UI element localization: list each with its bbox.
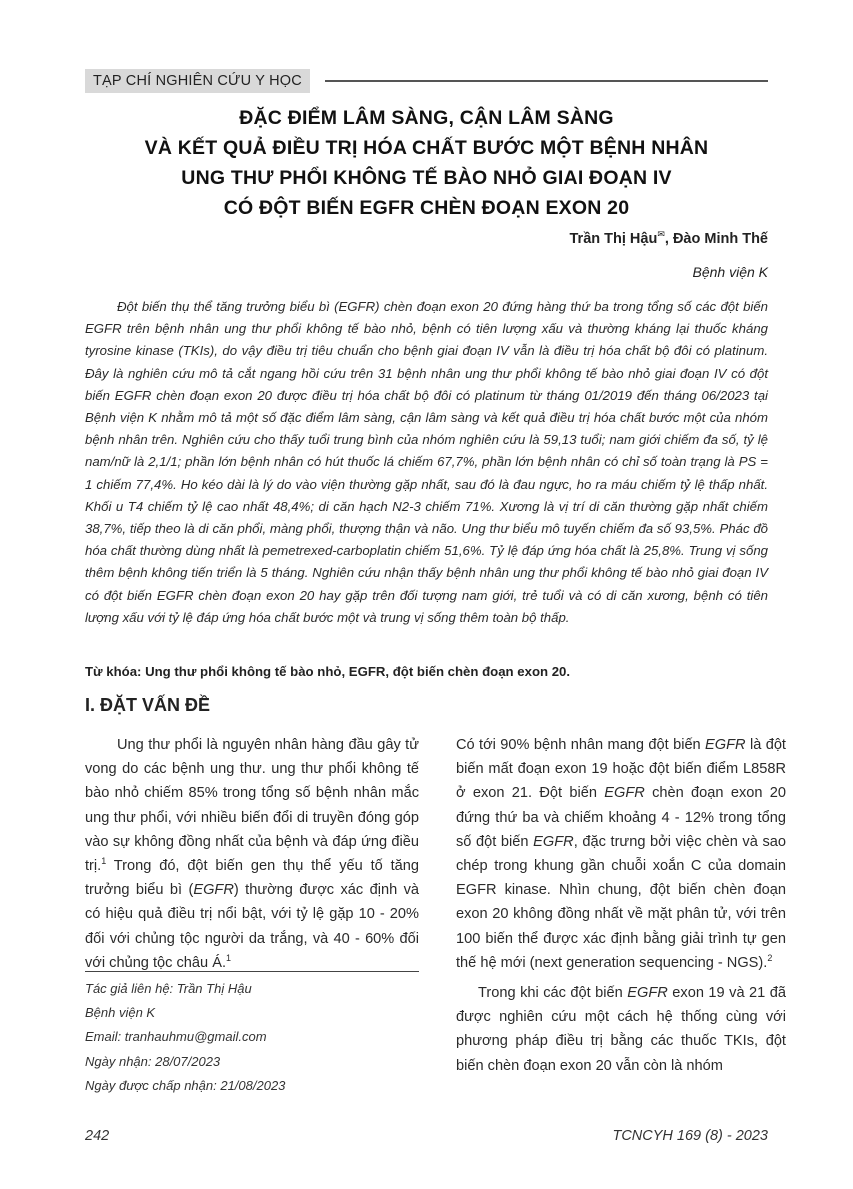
journal-label: TẠP CHÍ NGHIÊN CỨU Y HỌC (85, 69, 310, 93)
received-date: Ngày nhận: 28/07/2023 (85, 1053, 221, 1069)
author-separator: , (664, 231, 673, 247)
left-column (85, 733, 419, 975)
title-line: UNG THƯ PHỔI KHÔNG TẾ BÀO NHỎ GIAI ĐOẠN IV (181, 167, 672, 189)
body-paragraph (456, 733, 786, 975)
author-name: Đào Minh Thế (672, 231, 768, 247)
affiliation: Bệnh viện K (692, 264, 768, 280)
authors (570, 231, 769, 247)
text-run: ) thường được xác định và có hiệu quả điều trị nổi bật, với tỷ lệ gặp 10 - 20% đối với chủng tộc người da trắng, và 40 - 60% đối với chủng tộc châu Á. (85, 882, 420, 971)
gene-name: EGFR (193, 882, 234, 899)
text-run: , đặc trưng bởi việc chèn và sao chép trong khung gần chuỗi xoắn C của domain EGFR kinase. Nhìn chung, đột biến chèn đoạn exon 20 không đồng nhất về mặt phân tử, với trên 100 biến thể được xác định bằng giải trình tự gen thế hệ mới (next generation sequencing - NGS). (456, 833, 786, 971)
article-title (85, 103, 768, 223)
corresponding-author: Tác giả liên hệ: Trần Thị Hậu (85, 981, 252, 996)
keywords: Từ khóa: Ung thư phổi không tế bào nhỏ, EGFR, đột biến chèn đoạn exon 20. (85, 664, 571, 679)
text-run: là đột biến mất đoạn exon 19 hoặc đột biến điểm L858R ở exon 21. Đột biến (456, 737, 786, 802)
gene-name: EGFR (705, 737, 746, 753)
journal-header (85, 69, 768, 93)
body-paragraph (456, 981, 786, 1078)
footnote-divider (85, 971, 419, 972)
text-run: chèn đoạn exon 20 đứng thứ ba và chiếm khoảng 4 - 12% trong tổng số đột biến (456, 785, 786, 850)
page-number: 242 (85, 1128, 110, 1144)
abstract: Đột biến thụ thể tăng trưởng biểu bì (EGFR) chèn đoạn exon 20 đứng hàng thứ ba trong tổng số các đột biến EGFR trên bệnh nhân ung thư phổi không tế bào nhỏ, bệnh có tiên lượng xấu và thường kháng lại thuốc kháng tyrosine kinase (TKIs), do vậy điều trị tiêu chuẩn cho bệnh giai đoạn IV vẫn là điều trị hóa chất bộ đôi có platinum. Đây là nghiên cứu mô tả cắt ngang hồi cứu trên 31 bệnh nhân ung thư phổi không tế bào nhỏ giai đoạn IV có đột biến EGFR chèn đoạn exon 20 được điều trị hóa chất bộ đôi có platinum từ tháng 01/2019 đến tháng 06/2023 tại Bệnh viện K nhằm mô tả một số đặc điểm lâm sàng, cận lâm sàng và kết quả điều trị hóa chất bước một của nhóm bệnh nhân trên. Nghiên cứu cho thấy tuổi trung bình của nhóm nghiên cứu là 59,13 tuổi; nam giới chiếm đa số, tỷ lệ nam/nữ là 2,1/1; phần lớn bệnh nhân có hút thuốc lá chiếm 67,7%, phần lớn bệnh nhân có chỉ số toàn trạng là PS = 1 chiếm 77,4%. Ho kéo dài là lý do vào viện thường gặp nhất, sau đó là đau ngực, ho ra máu chiếm tỷ lệ thấp nhất. Khối u T4 chiếm tỷ lệ cao nhất 48,4%; di căn hạch N2-3 chiếm 71%. Xương là vị trí di căn thường gặp nhất chiếm 38,7%, tiếp theo là di căn phổi, màng phổi, thượng thận và não. Ung thư biểu mô tuyến chiếm đa số 93,5%. Phác đồ hóa chất thường dùng nhất là pemetrexed-carboplatin chiếm 51,6%. Tỷ lệ đáp ứng hóa chất là 25,8%. Trung vị sống thêm bệnh không tiến triển là 5 tháng. Nghiên cứu nhận thấy bệnh nhân ung thư phổi không tế bào nhỏ giai đoạn IV có đột biến EGFR chèn đoạn exon 20 hay gặp trên đối tượng nam giới, trẻ tuổi và có di căn xương, bệnh có tiên lượng xấu với tỷ lệ đáp ứng hóa chất bước một và trung vị sống thêm toàn bộ thấp. (85, 299, 768, 625)
correspondence-info (85, 977, 285, 1098)
citation-ref: 2 (767, 952, 773, 963)
accepted-date: Ngày được chấp nhận: 21/08/2023 (85, 1077, 286, 1093)
title-line: VÀ KẾT QUẢ ĐIỀU TRỊ HÓA CHẤT BƯỚC MỘT BỆNH NHÂN (144, 137, 709, 159)
gene-name: EGFR (533, 833, 574, 850)
section-heading: I. ĐẶT VẤN ĐỀ (85, 695, 211, 715)
author-name: Trần Thị Hậu (569, 231, 658, 247)
corresponding-email: Email: tranhauhmu@gmail.com (85, 1029, 267, 1045)
text-run: exon 19 và 21 đã được nghiên cứu một cách hệ thống cùng với phương pháp điều trị bằng các thuốc TKIs, đột biến chèn đoạn exon 20 vẫn còn là nhóm (456, 985, 786, 1074)
text-run: Có tới 90% bệnh nhân mang đột biến (456, 737, 706, 753)
text-run: Ung thư phổi là nguyên nhân hàng đầu gây tử vong do các bệnh ung thư. ung thư phổi không tế bào nhỏ chiếm 85% trong tổng số bệnh nhân mắc ung thư phổi, với nhiều biến đổi di truyền đóng góp vào sự không đồng nhất của bệnh và đáp ứng điều trị. (85, 737, 419, 875)
gene-name: EGFR (627, 985, 668, 1002)
journal-issue: TCNCYH 169 (8) - 2023 (612, 1128, 768, 1144)
header-rule (325, 80, 768, 82)
gene-name: EGFR (604, 785, 645, 802)
citation-ref: 1 (226, 952, 232, 963)
citation-ref: 1 (101, 856, 107, 867)
text-run: Trong đó, đột biến gen thụ thể yếu tố tăng trưởng biểu bì ( (85, 858, 419, 899)
corresponding-affiliation: Bệnh viện K (85, 1005, 156, 1021)
body-paragraph (85, 733, 419, 975)
envelope-icon: ✉ (657, 229, 665, 240)
title-line: ĐẶC ĐIỂM LÂM SÀNG, CẬN LÂM SÀNG (239, 107, 614, 129)
title-line: CÓ ĐỘT BIẾN EGFR CHÈN ĐOẠN EXON 20 (223, 197, 630, 219)
right-column (456, 733, 786, 1078)
text-run: Trong khi các đột biến (478, 985, 628, 1002)
